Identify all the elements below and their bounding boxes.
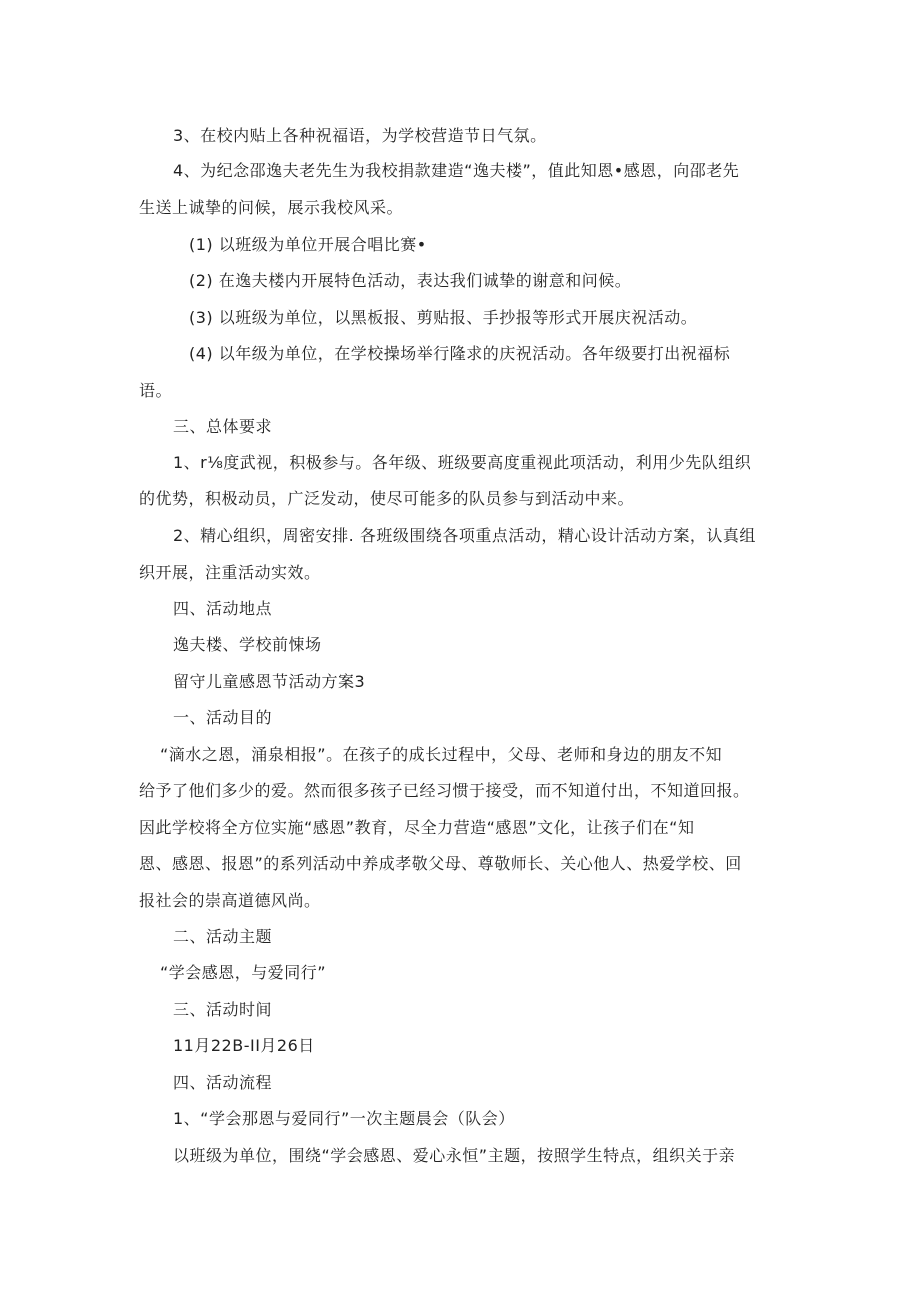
list-item: (1) 以班级为单位开展合唱比赛•	[189, 235, 427, 254]
paragraph-line: 语。	[139, 381, 173, 400]
paragraph-line: 逸夫楼、学校前悚场	[173, 635, 322, 654]
section-heading: 四、活动地点	[173, 599, 273, 618]
paragraph-line: 给予了他们多少的爱。然而很多孩子已经习惯于接受，而不知道付出，不知道回报。	[139, 781, 750, 800]
paragraph-line: 2、精心组织，周密安排. 各班级围绕各项重点活动，精心设计活动方案，认真组	[173, 526, 756, 545]
paragraph-line: 以班级为单位，围绕“学会感恩、爱心永恒”主题，按照学生特点，组织关于亲	[173, 1146, 736, 1165]
paragraph-line: 1、r⅛度武视，积极参与。各年级、班级要高度重视此项活动，利用少先队组织	[173, 453, 752, 472]
paragraph-line: 11月22B-II月26日	[173, 1036, 315, 1055]
paragraph-line: 3、在校内贴上各种祝福语，为学校营造节日气氛。	[173, 126, 547, 145]
list-item: (2) 在逸夫楼内开展特色活动，表达我们诚挚的谢意和问候。	[189, 271, 632, 290]
paragraph-line: 报社会的崇高道德风尚。	[139, 891, 321, 910]
paragraph-line: “滴水之恩，涌泉相报”。在孩子的成长过程中，父母、老师和身边的朋友不知	[160, 745, 723, 764]
list-item: (3) 以班级为单位，以黑板报、剪贴报、手抄报等形式开展庆祝活动。	[189, 308, 698, 327]
list-item: (4) 以年级为单位，在学校操场举行隆求的庆祝活动。各年级要打出祝福标	[189, 344, 731, 363]
section-heading: 三、总体要求	[173, 417, 273, 436]
section-heading: 三、活动时间	[173, 1000, 273, 1019]
section-heading: 四、活动流程	[173, 1073, 273, 1092]
paragraph-line: 因此学校将全方位实施“感恩”教育，尽全力营造“感恩”文化，让孩子们在“知	[139, 818, 695, 837]
paragraph-line: “学会感恩，与爱同行”	[160, 963, 327, 982]
paragraph-line: 的优势，积极动员，广泛发动，使尽可能多的队员参与到活动中来。	[139, 489, 635, 508]
paragraph-line: 1、“学会那恩与爱同行”一次主题晨会（队会）	[173, 1109, 515, 1128]
section-heading: 一、活动目的	[173, 708, 273, 727]
paragraph-line: 生送上诚挚的问候，展示我校风采。	[139, 198, 404, 217]
paragraph-line: 织开展，注重活动实效。	[139, 563, 321, 582]
document-title: 留守儿童感恩节活动方案3	[173, 672, 366, 691]
paragraph-line: 4、为纪念邵逸夫老先生为我校捐款建造“逸夫楼”，值此知恩•感恩，向邵老先	[173, 161, 740, 180]
paragraph-line: 恩、感恩、报恩”的系列活动中养成孝敬父母、尊敬师长、关心他人、热爱学校、回	[139, 854, 742, 873]
section-heading: 二、活动主题	[173, 927, 273, 946]
